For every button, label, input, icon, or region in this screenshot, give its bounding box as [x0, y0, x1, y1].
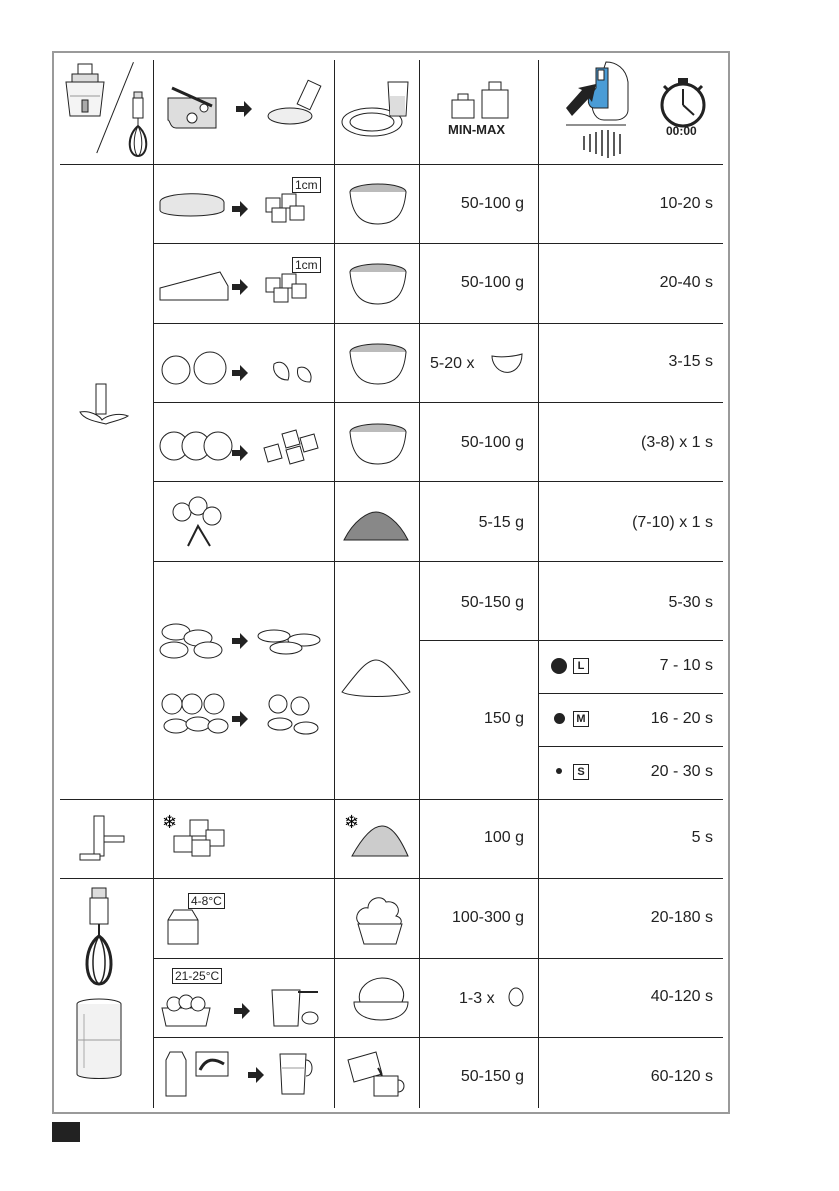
whisk-icon [126, 92, 150, 160]
onion-icon [158, 424, 328, 468]
crushed-ice-icon [344, 812, 410, 860]
row-divider [153, 958, 723, 959]
bowl-minced-icon [346, 262, 410, 308]
row-divider [153, 561, 723, 562]
svg-text:❄: ❄ [344, 812, 360, 833]
temp-tag: 21-25°C [172, 968, 222, 984]
qty-value: 5-15 g [478, 514, 524, 531]
row-divider [153, 1037, 723, 1038]
weight-icon [448, 80, 512, 120]
size-tag: 1cm [292, 177, 321, 193]
time-value: 3-15 s [668, 353, 713, 370]
chopper-bowl-icon [62, 62, 122, 132]
bowl-minced-icon [346, 342, 410, 388]
stopwatch-icon [658, 78, 708, 128]
row-divider [60, 799, 723, 800]
chopped-herbs-icon [340, 506, 412, 546]
speed-level: L [573, 658, 589, 674]
ice-crush-blade-icon [78, 814, 134, 864]
speed-dot-medium [554, 713, 565, 724]
time-value: (3-8) x 1 s [640, 434, 713, 451]
qty-value: 100 g [483, 829, 524, 846]
power-button-icon [566, 58, 640, 164]
qty-value: 50-100 g [460, 274, 524, 291]
time-value: 5-30 s [668, 594, 713, 611]
almonds-icon [158, 618, 328, 664]
chopping-blade-icon [78, 382, 130, 430]
garlic-icon [158, 342, 328, 388]
pouring-milk-icon [344, 1048, 410, 1100]
col-divider [538, 60, 539, 1108]
row-divider [538, 746, 723, 747]
time-value: 20-180 s [650, 909, 713, 926]
minmax-label: MIN-MAX [448, 122, 506, 137]
svg-text:❄: ❄ [162, 812, 178, 833]
ground-powder-icon [340, 656, 412, 700]
beaker-icon [74, 998, 124, 1082]
qty-value: 150 g [483, 710, 524, 727]
milk-carton-icon [166, 908, 200, 946]
bowl-minced-icon [346, 182, 410, 228]
row-divider [153, 402, 723, 403]
qty-value: 50-100 g [460, 195, 524, 212]
col-divider [334, 60, 335, 1108]
time-value: 10-20 s [659, 195, 713, 212]
qty-value: 50-150 g [460, 1068, 524, 1085]
timer-label: 00:00 [666, 124, 697, 138]
whisk-attachment-icon [80, 888, 120, 988]
ice-cubes-icon [162, 812, 228, 860]
time-value: 60-120 s [650, 1068, 713, 1085]
temp-tag: 4-8°C [188, 893, 225, 909]
qty-value: 50-100 g [460, 434, 524, 451]
row-divider [538, 693, 723, 694]
whipped-cream-icon [352, 894, 408, 946]
col-divider [419, 60, 420, 1108]
row-divider [153, 323, 723, 324]
col-divider [153, 60, 154, 1108]
row-divider [153, 243, 723, 244]
page-number-box [52, 1122, 80, 1142]
qty-value: 50-150 g [460, 594, 524, 611]
speed-level: S [573, 764, 589, 780]
speed-dot-small [556, 768, 562, 774]
qty-value: 100-300 g [451, 909, 524, 926]
time-value: 16 - 20 s [650, 710, 713, 727]
cutting-board-icon [162, 78, 327, 138]
hazelnuts-icon [158, 690, 328, 740]
bowl-minced-icon [346, 422, 410, 468]
parsley-icon [168, 496, 228, 548]
time-value: 7 - 10 s [659, 657, 713, 674]
row-divider [60, 164, 723, 165]
row-divider [60, 878, 723, 879]
time-value: 20-40 s [659, 274, 713, 291]
plate-glass-icon [340, 78, 412, 140]
egg-foam-icon [350, 972, 412, 1024]
row-divider [419, 640, 723, 641]
egg-icon [507, 986, 525, 1008]
speed-dot-large [551, 658, 567, 674]
garlic-clove-icon [490, 352, 524, 376]
size-tag: 1cm [292, 257, 321, 273]
row-divider [153, 481, 723, 482]
time-value: 40-120 s [650, 988, 713, 1005]
time-value: 5 s [691, 829, 713, 846]
speed-level: M [573, 711, 589, 727]
time-value: (7-10) x 1 s [632, 514, 713, 531]
milk-froth-icon [162, 1046, 328, 1100]
egg-carton-icon [160, 986, 330, 1030]
qty-value: 5-20 x [430, 355, 475, 372]
qty-value: 1-3 x [459, 990, 495, 1007]
time-value: 20 - 30 s [650, 763, 713, 780]
